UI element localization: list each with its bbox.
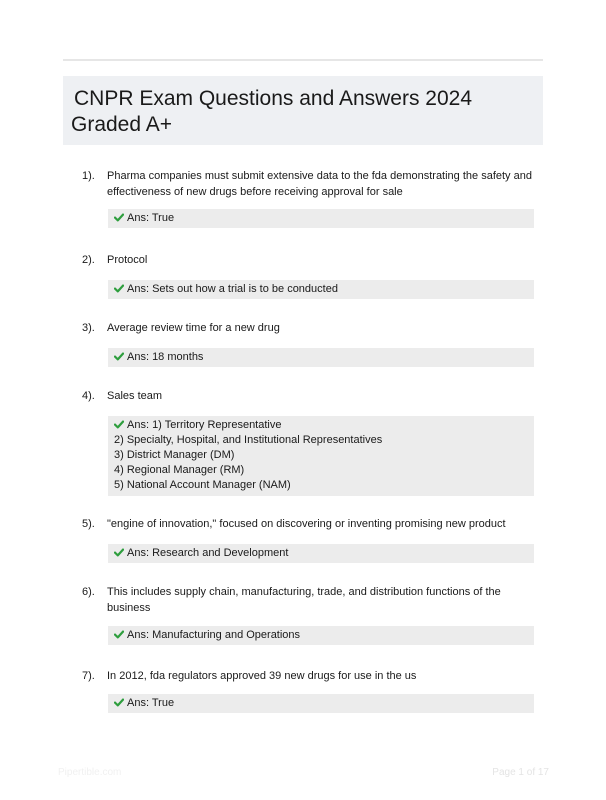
top-divider: [63, 59, 543, 61]
answer-line: 5) National Account Manager (NAM): [114, 479, 291, 491]
answer-line: [114, 696, 528, 711]
answer-line: 4) Regional Manager (RM): [114, 464, 245, 476]
question-item: [80, 668, 536, 718]
answer-line: [114, 211, 528, 226]
question-text: Pharma companies must submit extensive data to the fda demonstrating the safety and effectiveness of new drugs before receiving approval for sale: [107, 170, 532, 198]
answer-line: [114, 350, 528, 365]
question-number: 7).: [82, 670, 95, 682]
question-item: [80, 388, 536, 516]
answer-text: Ans: 18 months: [127, 351, 204, 363]
answer-line: [114, 546, 528, 561]
footer-watermark: Pipertible.com: [58, 767, 122, 778]
answer-line: [114, 418, 528, 433]
answer-text: Ans: Manufacturing and Operations: [127, 629, 301, 641]
answer-box: [108, 416, 534, 496]
answer-box: [108, 626, 534, 645]
question-number: 2).: [82, 254, 95, 266]
answer-line: 2) Specialty, Hospital, and Institutional Representatives: [114, 434, 383, 446]
title-banner: [63, 76, 543, 145]
answer-text: Ans: True: [127, 212, 175, 224]
check-icon: [114, 213, 124, 222]
question-item: [80, 320, 536, 388]
check-icon: [114, 420, 124, 429]
question-number: 3).: [82, 322, 95, 334]
answer-text: Ans: 1) Territory Representative: [127, 419, 282, 431]
answer-line: [114, 282, 528, 297]
answer-text: Ans: True: [127, 697, 175, 709]
question-text: Protocol: [107, 254, 148, 266]
question-number: 4).: [82, 390, 95, 402]
answer-text: Ans: Research and Development: [127, 547, 289, 559]
question-item: [80, 516, 536, 584]
question-item: [80, 252, 536, 320]
page-title-line-1: CNPR Exam Questions and Answers 2024: [74, 87, 473, 110]
answer-line: [114, 628, 528, 643]
check-icon: [114, 352, 124, 361]
question-text: Sales team: [107, 390, 163, 402]
answer-line: 3) District Manager (DM): [114, 449, 235, 461]
answer-box: [108, 209, 534, 228]
answer-box: [108, 280, 534, 299]
page-title: [71, 86, 533, 138]
answer-text: Ans: Sets out how a trial is to be conducted: [127, 283, 338, 295]
question-text: Average review time for a new drug: [107, 322, 280, 334]
question-text: This includes supply chain, manufacturing, trade, and distribution functions of the business: [107, 586, 501, 614]
question-item: [80, 584, 536, 668]
question-list: [80, 168, 536, 718]
check-icon: [114, 548, 124, 557]
question-number: 5).: [82, 518, 95, 530]
answer-box: [108, 694, 534, 713]
answer-box: [108, 348, 534, 367]
page-indicator: Page 1 of 17: [492, 767, 549, 778]
check-icon: [114, 630, 124, 639]
question-number: 1).: [82, 170, 95, 182]
question-text: In 2012, fda regulators approved 39 new drugs for use in the us: [107, 670, 417, 682]
answer-box: [108, 544, 534, 563]
question-text: "engine of innovation," focused on discovering or inventing promising new product: [107, 518, 506, 530]
question-number: 6).: [82, 586, 95, 598]
question-item: [80, 168, 536, 238]
check-icon: [114, 698, 124, 707]
check-icon: [114, 284, 124, 293]
page-title-line-2: Graded A+: [71, 113, 172, 136]
